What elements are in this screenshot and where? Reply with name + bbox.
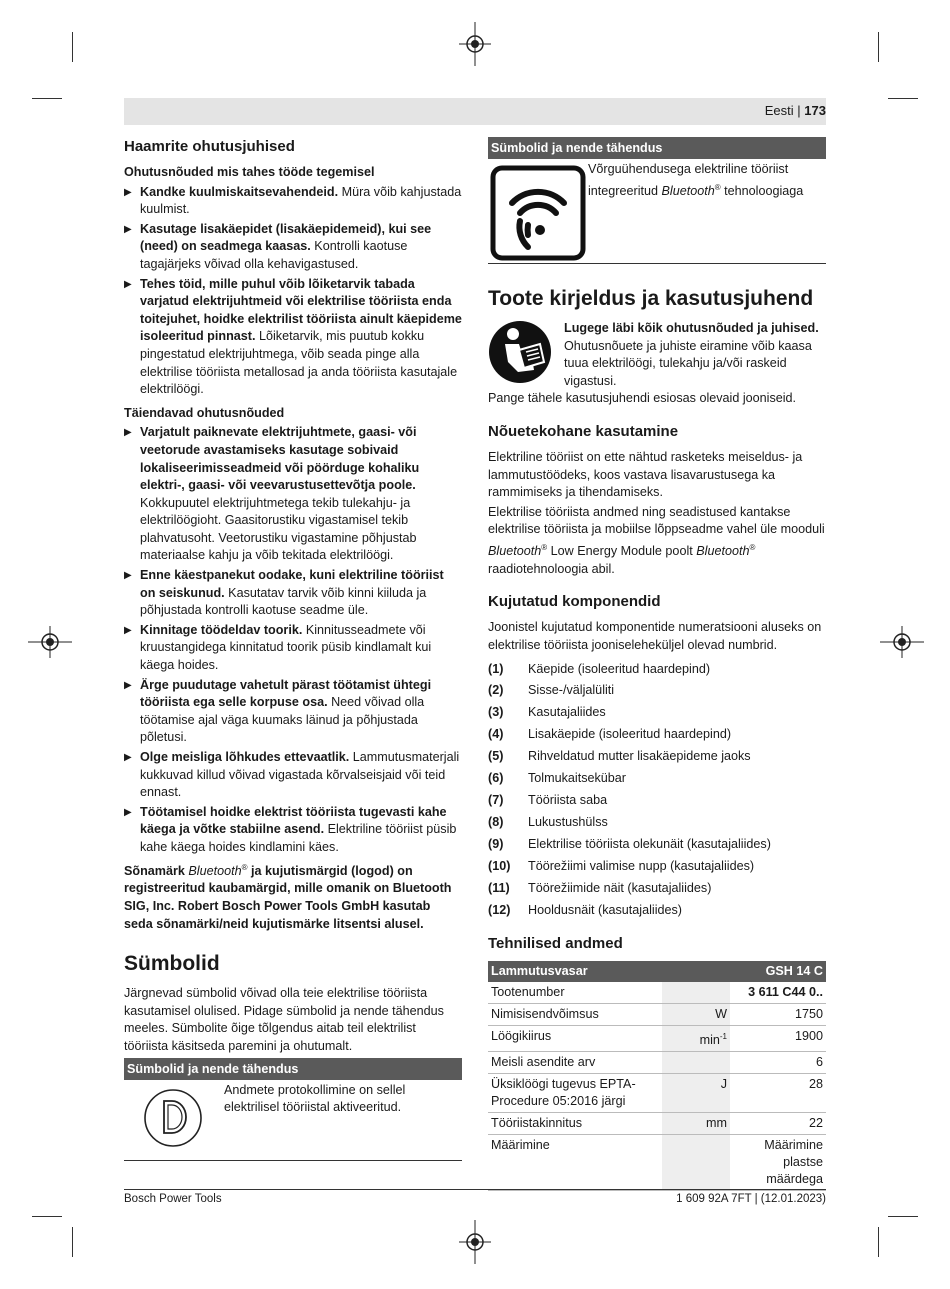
symbols-intro: Järgnevad sümbolid võivad olla teie elektrilise tööriista kasutamisel olulised. Pidage sümbolid ja nende tähendus meeles. Sümbolite õige tõlgendus aitab teil elektrilist tööriista käsitseda paremini ja ohutumalt.: [124, 986, 444, 1053]
bullet-arrow-icon: ▶: [124, 186, 132, 198]
component-item: [488, 902, 826, 920]
tech-label: Meisli asendite arv: [488, 1052, 662, 1074]
intended-use-2: Elektrilise tööriista andmed ning seadistused kantakse elektrilise tööriista ja mobiilse lõppseadme vahel üle mooduli Bluetooth® Low Energy Module poolt Bluetooth® raadiotehnoloogia abil.: [488, 504, 825, 576]
tech-unit: [662, 982, 730, 1004]
component-label: Hooldusnäit (kasutajaliides): [528, 903, 683, 918]
bullet-arrow-icon: ▶: [124, 806, 132, 818]
page-footer: [124, 1189, 826, 1205]
component-label: Tööriista saba: [528, 793, 608, 808]
crop-mark: [888, 1216, 918, 1217]
tech-label: Löögikiirus: [488, 1025, 662, 1051]
bluetooth-trademark-note: Sõnamärk Bluetooth® ja kujutismärgid (logod) on registreeritud kaubamärgid, mille omanik on Bluetooth SIG, Inc. Robert Bosch Power Tools GmbH kasutab seda sõnamärki/neid kujutismärke litsentsi alusel.: [124, 862, 452, 931]
component-item: [488, 880, 826, 898]
page-number: 173: [804, 103, 826, 118]
registration-mark-bottom: [455, 1220, 495, 1264]
bullet-arrow-icon: ▶: [124, 752, 132, 763]
component-label: Kasutajaliides: [528, 705, 606, 720]
component-number: (11): [488, 881, 510, 896]
safety-bullet: ▶ Ärge puudutage vahetult pärast töötamist ühtegi tööriista ega selle korpuse osa. Need võivad olla töötamise ajal väga kuumaks läinud ja põhjustada põletusi.: [124, 677, 432, 745]
safety-bullet: ▶ Olge meisliga lõhkudes ettevaatlik. Lammutusmaterjali kukkuvad killud võivad vigastada kõrvalseisjaid või teid ennast.: [124, 750, 460, 800]
symbols-table-header-right: Sümbolid ja nende tähendus: [488, 137, 826, 159]
heading-hammer-safety: Haamrite ohutusjuhised: [124, 138, 295, 155]
components-intro: Joonistel kujutatud komponentide numeratsiooni aluseks on elektrilise tööriista jooniseleheküljel olevad numbrid.: [488, 620, 822, 652]
tech-row: [488, 1113, 826, 1135]
component-item: [488, 814, 826, 832]
header-language: Eesti: [764, 103, 794, 118]
tech-label: Tootenumber: [488, 982, 662, 1004]
component-label: Sisse-/väljalüliti: [528, 683, 615, 698]
component-item: [488, 704, 826, 722]
registration-mark-left: [28, 622, 72, 662]
component-item: [488, 748, 826, 766]
component-number: (9): [488, 837, 504, 852]
crop-mark: [72, 1227, 73, 1257]
heading-symbols: Sümbolid: [124, 952, 220, 976]
tech-header-model: GSH 14 C: [730, 961, 826, 982]
footer-doc-number: 1 609 92A 7FT | (12.01.2023): [676, 1193, 826, 1205]
component-number: (1): [488, 661, 504, 676]
bullet-arrow-icon: ▶: [124, 223, 132, 235]
heading-product-description: Toote kirjeldus ja kasutusjuhend: [488, 287, 814, 310]
component-label: Käepide (isoleeritud haardepind): [528, 661, 711, 676]
left-column: [124, 137, 462, 1161]
bullet-arrow-icon: ▶: [124, 427, 132, 439]
tech-table-header: [488, 961, 826, 982]
tech-row: [488, 1025, 826, 1051]
tech-unit: W: [662, 1003, 730, 1025]
component-label: Tolmukaitsekübar: [528, 771, 626, 786]
component-label: Töörežiimide näit (kasutajaliides): [528, 881, 712, 896]
symbol-row-data-logging: [124, 1080, 462, 1161]
tech-label: Määrimine: [488, 1135, 662, 1191]
safety-bullet: ▶ Enne käestpanekut oodake, kuni elektriline tööriist on seiskunud. Kasutatav tarvik võib kinni kiiluda ja põhjustada kontrolli kaotuse seadme üle.: [124, 568, 444, 618]
tech-header-label: Lammutusvasar: [488, 961, 730, 982]
symbols-table-header: Sümbolid ja nende tähendus: [124, 1058, 462, 1080]
tech-value: 22: [730, 1113, 826, 1135]
safety-bullet: ▶ Töötamisel hoidke elektrist tööriista tugevasti kahe käega ja võtke stabiilne asend. Elektriline tööriist püsib kahe käega hoides kindlamini käes.: [124, 804, 457, 854]
tech-row: [488, 1052, 826, 1074]
crop-mark: [32, 1216, 62, 1217]
symbol-connectivity-text: Võrguühendusega elektriline tööriist integreeritud Bluetooth® tehnoloogiaga: [588, 162, 804, 198]
tech-unit: J: [662, 1074, 730, 1113]
tech-label: Tööriistakinnitus: [488, 1113, 662, 1135]
read-instructions-block: [488, 320, 826, 390]
component-item: [488, 726, 826, 744]
component-number: (8): [488, 815, 504, 830]
tech-value: Määrimine plastse määrdega: [730, 1135, 826, 1191]
safety-bullet: ▶ Kasutage lisakäepidet (lisakäepidemeid), kui see (need) on seadmega kaasas. Kontrolli kaotuse tagajärjeks võivad olla kehavigastused.: [124, 221, 432, 271]
crop-mark: [72, 32, 73, 62]
heading-components: Kujutatud komponendid: [488, 593, 661, 611]
component-item: [488, 792, 826, 810]
component-item: [488, 770, 826, 788]
registration-mark-top: [455, 22, 495, 66]
bullet-arrow-icon: ▶: [124, 679, 132, 691]
safety-bullet: ▶ Tehes töid, mille puhul võib lõiketarvik tabada varjatud elektrijuhtmeid või elektrilise tööriista enda toitejuhet, hoidke elektrilist tööriista ainult käepideme isoleeritud pinnast. Lõiketarvik, mis puutub kokku pingestatud elektrijuhtmega, võib seada pinge alla elektrilise tööriista metallosad ja anda tööriista kasutajale elektrilöögi.: [124, 276, 462, 397]
safety-list-additional: [124, 424, 462, 856]
read-manual-icon: [488, 320, 564, 390]
component-label: Lisakäepide (isoleeritud haardepind): [528, 727, 732, 742]
tech-row: [488, 1003, 826, 1025]
crop-mark: [878, 1227, 879, 1257]
registration-mark-right: [880, 622, 924, 662]
right-column: [488, 137, 826, 1191]
tech-value: 1900: [730, 1025, 826, 1051]
symbol-data-logging-text: Andmete protokollimine on sellel elektrilisel tööriistal aktiveeritud.: [224, 1082, 406, 1115]
tech-unit: mm: [662, 1113, 730, 1135]
bullet-arrow-icon: ▶: [124, 570, 132, 582]
component-number: (7): [488, 793, 504, 808]
read-instructions-text: Lugege läbi kõik ohutusnõuded ja juhised. Ohutusnõuete ja juhiste eiramine võib kaasa tuua elektrilöögi, tulekahju ja/või raskeid vigastusi.: [564, 321, 819, 388]
tech-label: Üksiklöögi tugevus EPTA-Procedure 05:2016 järgi: [488, 1074, 662, 1113]
tech-value: 3 611 C44 0..: [730, 982, 826, 1004]
note-figures: Pange tähele kasutusjuhendi esiosas olevaid jooniseid.: [488, 391, 797, 406]
header-separator: |: [797, 103, 801, 118]
component-item: [488, 682, 826, 700]
component-item: [488, 858, 826, 876]
tech-label: Nimisisendvõimsus: [488, 1003, 662, 1025]
tech-row: [488, 1074, 826, 1113]
component-item: [488, 661, 826, 679]
tech-unit: $\min^{-1}$: [662, 1025, 730, 1051]
safety-bullet: ▶ Kinnitage töödeldav toorik. Kinnitusseadmete või kruustangidega kinnitatud toorik püsib kindlamalt kui käega hoides.: [124, 622, 432, 673]
component-label: Rihveldatud mutter lisakäepideme jaoks: [528, 749, 751, 764]
technical-data-table: [488, 961, 826, 1191]
tech-row: [488, 1135, 826, 1191]
component-item: [488, 836, 826, 854]
heading-technical-data: Tehnilised andmed: [488, 934, 623, 952]
bullet-arrow-icon: ▶: [124, 278, 132, 290]
component-label: Lukustushülss: [528, 815, 608, 830]
subheading-additional-safety: Täiendavad ohutusnõuded: [124, 405, 285, 420]
components-list: [488, 661, 826, 920]
component-number: (2): [488, 683, 504, 698]
tech-value: 28: [730, 1074, 826, 1113]
component-number: (5): [488, 749, 504, 764]
component-label: Töörežiimi valimise nupp (kasutajaliides): [528, 859, 755, 874]
safety-bullet: ▶ Varjatult paiknevate elektrijuhtmete, gaasi- või veetorude avastamiseks kasutage sobivaid lokaliseerimisseadmeid või pöörduge kohaliku elektri-, gaasi- või veevarustusettevõtja poole. Kokkupuutel elektrijuhtmetega tekib tulekahju- ja elektrilöögioht. Gaasitorustiku vigastamisel tekib plahvatusoht. Veetorustiku vigastamine põhjustab materiaalse kahju ja võib tekitada elektrilöögi.: [124, 425, 420, 563]
connectivity-icon: [488, 159, 588, 263]
tech-value: 1750: [730, 1003, 826, 1025]
tech-unit: [662, 1135, 730, 1191]
tech-row: [488, 982, 826, 1004]
intended-use-1: Elektriline tööriist on ette nähtud rasketeks meiseldus- ja lammutustöödeks, koos vastava lisavarustusega ka rammimiseks ja tihendamiseks.: [488, 449, 803, 500]
crop-mark: [32, 98, 62, 99]
component-number: (4): [488, 727, 504, 742]
bullet-arrow-icon: ▶: [124, 624, 132, 636]
tech-value: 6: [730, 1052, 826, 1074]
safety-list-general: [124, 184, 462, 399]
symbol-row-connectivity: [488, 159, 826, 264]
tech-unit: [662, 1052, 730, 1074]
safety-bullet: ▶ Kandke kuulmiskaitsevahendeid. Müra võib kahjustada kuulmist.: [124, 184, 462, 217]
page-header: [765, 103, 826, 118]
component-number: (12): [488, 903, 511, 918]
component-number: (3): [488, 705, 504, 720]
heading-intended-use: Nõuetekohane kasutamine: [488, 422, 679, 440]
crop-mark: [878, 32, 879, 62]
component-number: (6): [488, 771, 504, 786]
subheading-general-safety: Ohutusnõuded mis tahes tööde tegemisel: [124, 165, 375, 179]
header-bar: [124, 98, 826, 125]
footer-brand: Bosch Power Tools: [124, 1193, 222, 1205]
component-label: Elektrilise tööriista olekunäit (kasutajaliides): [528, 837, 771, 852]
crop-mark: [888, 98, 918, 99]
data-logging-icon: [124, 1080, 224, 1160]
component-number: (10): [488, 859, 511, 874]
